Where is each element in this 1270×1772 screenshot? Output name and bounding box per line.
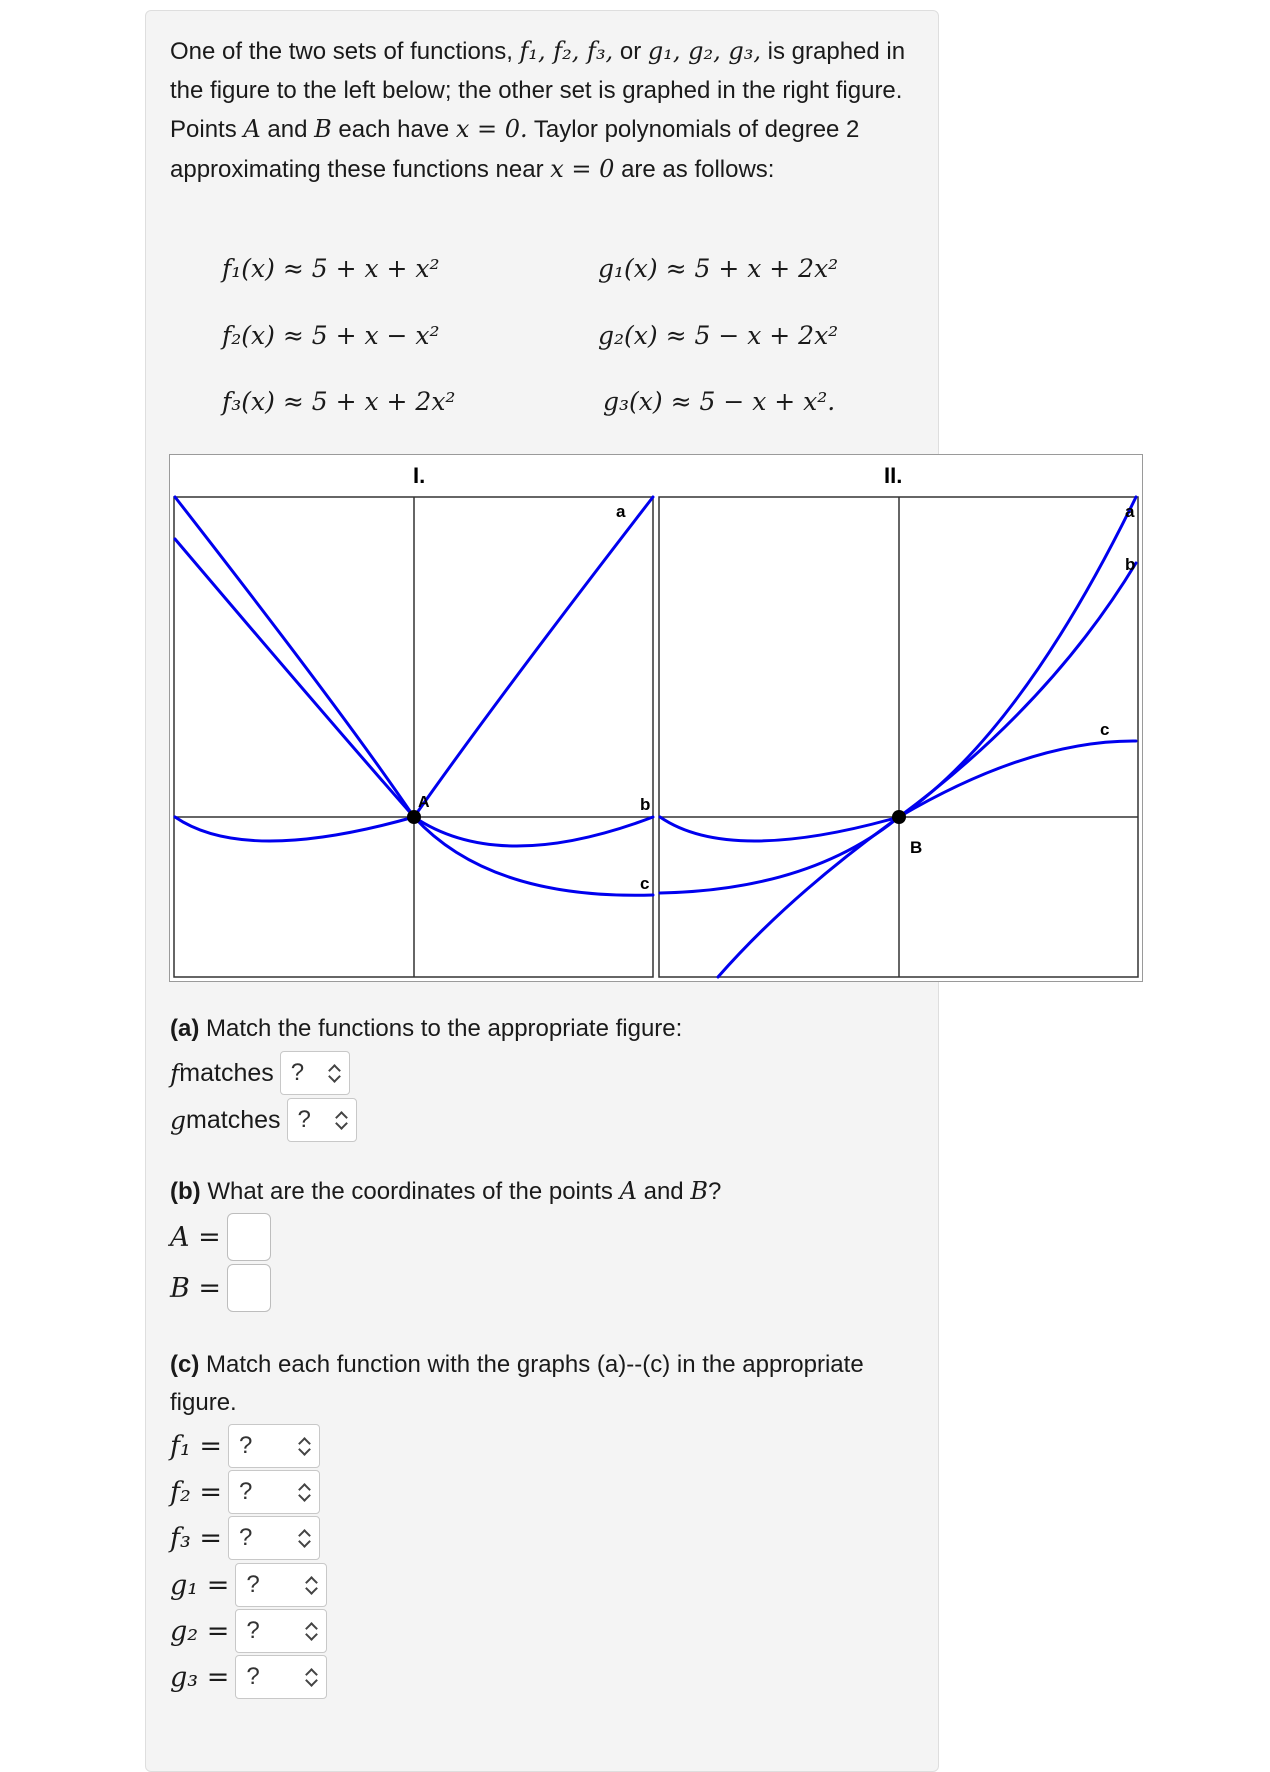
g-match-row	[170, 1098, 357, 1142]
a-coordinate-row	[170, 1213, 271, 1261]
point-a-ref: A	[243, 115, 261, 143]
f-matches-text: matches	[179, 1058, 274, 1087]
g3-label: g₃ =	[170, 1661, 230, 1693]
equation-f2: f₂(x) ≈ 5 + x − x²	[222, 321, 440, 350]
f-set: f₁, f₂, f₃,	[519, 37, 614, 65]
right-curve-label-a: a	[1125, 502, 1135, 521]
f-figure-select[interactable]	[280, 1051, 350, 1095]
part-b-a-ref: A	[619, 1177, 637, 1205]
point-b-ref: B	[314, 115, 332, 143]
f1-graph-select-value: ?	[239, 1432, 253, 1459]
left-figure-title: I.	[413, 463, 426, 488]
f3-match-row	[170, 1516, 320, 1560]
g-set: g₁, g₂, g₃,	[647, 37, 761, 65]
left-curve-label-c: c	[640, 874, 650, 893]
g-variable: g	[170, 1105, 187, 1135]
point-a-label: A	[418, 794, 430, 811]
right-curve-label-c: c	[1100, 720, 1110, 739]
b-coordinate-row	[170, 1264, 271, 1312]
g-figure-select-value: ?	[297, 1106, 311, 1133]
chevron-updown-icon	[297, 1528, 311, 1548]
g1-graph-select[interactable]	[235, 1563, 327, 1607]
f3-graph-select-value: ?	[239, 1524, 253, 1551]
part-a-heading: (a)	[170, 1015, 200, 1042]
graphs-svg	[170, 455, 1142, 981]
equation-f1: f₁(x) ≈ 5 + x + x²	[222, 254, 440, 283]
graphs-figure	[169, 454, 1143, 982]
part-c-text: Match each function with the graphs (a)--(c) in the appropriate figure.	[170, 1351, 864, 1416]
chevron-updown-icon	[304, 1575, 318, 1595]
right-curve-label-b: b	[1125, 555, 1136, 574]
point-b-marker	[892, 810, 906, 824]
chevron-updown-icon	[297, 1436, 311, 1456]
b-coordinate-label: B =	[170, 1272, 222, 1304]
equation-g1: g₁(x) ≈ 5 + x + 2x²	[598, 254, 839, 283]
g3-graph-select[interactable]	[235, 1655, 327, 1699]
equation-f3: f₃(x) ≈ 5 + x + 2x²	[222, 387, 456, 416]
equation-g3: g₃(x) ≈ 5 − x + x².	[603, 387, 836, 416]
intro-and: and	[260, 116, 315, 143]
f-figure-select-value: ?	[290, 1059, 305, 1086]
x-equals-zero: x = 0.	[455, 115, 528, 143]
chevron-updown-icon	[334, 1110, 348, 1130]
f1-match-row	[170, 1424, 320, 1468]
f2-graph-select-value: ?	[239, 1478, 253, 1505]
g2-label: g₂ =	[170, 1615, 230, 1647]
intro-or: or	[613, 38, 648, 65]
f2-match-row	[170, 1470, 320, 1514]
part-b-text: What are the coordinates of the points	[200, 1178, 620, 1205]
chevron-updown-icon	[304, 1621, 318, 1641]
intro-text-1: One of the two sets of functions,	[170, 38, 520, 65]
g1-match-row	[170, 1563, 327, 1607]
g1-graph-select-value: ?	[246, 1571, 260, 1598]
left-curve-label-a: a	[616, 502, 626, 521]
right-figure-title: II.	[884, 463, 903, 488]
f1-label: f₁ =	[170, 1430, 223, 1462]
a-coordinate-input[interactable]	[227, 1213, 271, 1261]
point-b-label: B	[910, 838, 923, 857]
part-c-heading: (c)	[170, 1351, 200, 1378]
part-a-prompt	[170, 1010, 870, 1048]
intro-text-4: Taylor polynomials of degree 2 approximating these functions near	[170, 116, 860, 183]
point-a-marker	[407, 810, 421, 824]
part-c-prompt	[170, 1346, 870, 1422]
part-a-text: Match the functions to the appropriate figure:	[199, 1015, 683, 1042]
f2-label: f₂ =	[170, 1476, 223, 1508]
chevron-updown-icon	[327, 1063, 341, 1083]
b-coordinate-input[interactable]	[227, 1264, 271, 1312]
problem-statement	[170, 32, 920, 189]
a-coordinate-label: A =	[170, 1221, 221, 1253]
intro-text-5: are as follows:	[614, 155, 775, 183]
f-match-row	[170, 1051, 350, 1095]
f3-label: f₃ =	[170, 1522, 223, 1554]
f1-graph-select[interactable]	[228, 1424, 320, 1468]
part-b-question-mark: ?	[707, 1178, 722, 1205]
f2-graph-select[interactable]	[228, 1470, 320, 1514]
intro-text-2: is graphed in the figure to the left below; the other set is graphed in the right figure. Points	[170, 38, 906, 143]
f3-graph-select[interactable]	[228, 1516, 320, 1560]
part-b-and: and	[636, 1178, 691, 1205]
part-b-heading: (b)	[170, 1178, 201, 1205]
part-b-b-ref: B	[690, 1177, 708, 1205]
left-curve-label-b: b	[640, 795, 651, 814]
g2-graph-select-value: ?	[246, 1617, 260, 1644]
intro-text-3: each have	[331, 116, 456, 143]
x-equals-zero-2: x = 0	[550, 154, 615, 183]
g1-label: g₁ =	[170, 1569, 230, 1601]
part-b-prompt	[170, 1172, 870, 1211]
equation-g2: g₂(x) ≈ 5 − x + 2x²	[598, 321, 839, 350]
chevron-updown-icon	[297, 1482, 311, 1502]
g3-match-row	[170, 1655, 327, 1699]
g2-graph-select[interactable]	[235, 1609, 327, 1653]
g-figure-select[interactable]	[287, 1098, 357, 1142]
g-matches-text: matches	[186, 1105, 281, 1134]
chevron-updown-icon	[304, 1667, 318, 1687]
g3-graph-select-value: ?	[246, 1663, 260, 1690]
f-variable: f	[170, 1058, 180, 1088]
g2-match-row	[170, 1609, 327, 1653]
